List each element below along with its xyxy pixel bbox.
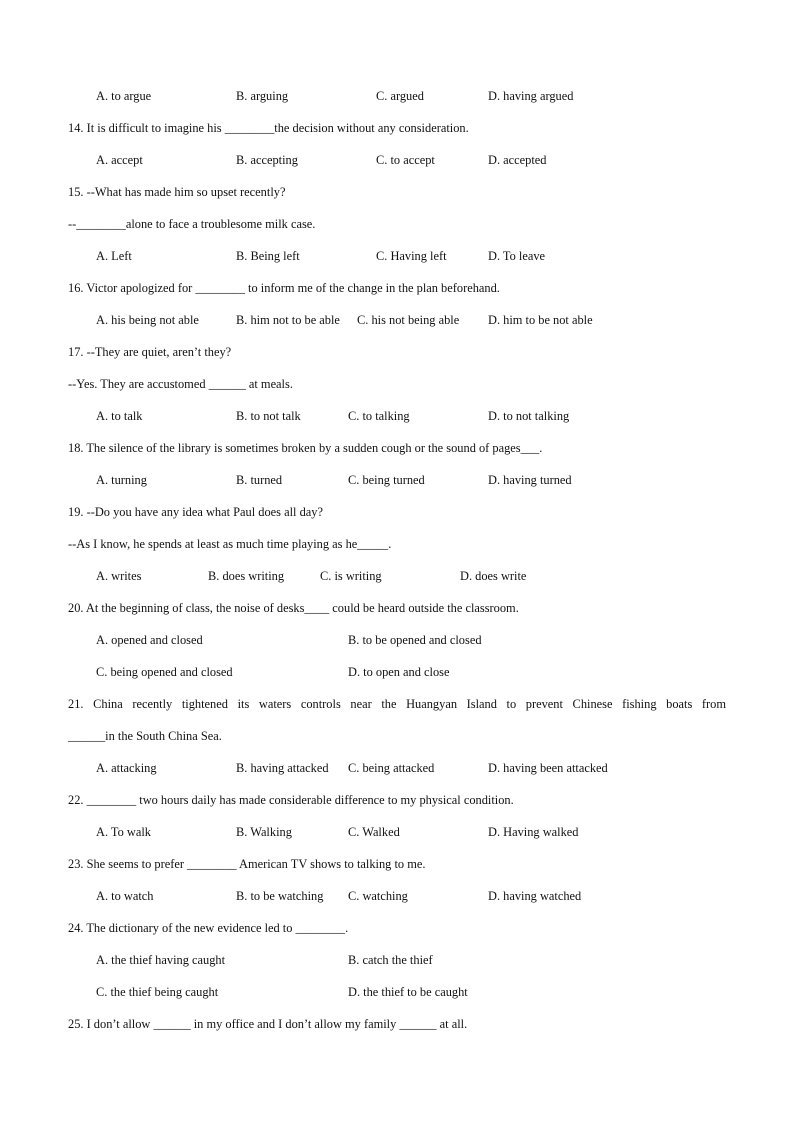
q16-option-a: A. his being not able — [96, 313, 199, 327]
q22-option-b: B. Walking — [236, 825, 292, 839]
q18-option-b: B. turned — [236, 473, 283, 487]
q20-option-b: B. to be opened and closed — [348, 633, 482, 647]
q14-option-d: D. accepted — [488, 153, 547, 167]
q19-option-c: C. is writing — [320, 569, 382, 583]
q20-option-c: C. being opened and closed — [96, 665, 233, 679]
q21-option-d: D. having been attacked — [488, 761, 608, 775]
q20-option-a: A. opened and closed — [96, 633, 203, 647]
q15-option-c: C. Having left — [376, 249, 447, 263]
q20-option-d: D. to open and close — [348, 665, 450, 679]
q14-option-b: B. accepting — [236, 153, 298, 167]
q13-option-b: B. arguing — [236, 89, 289, 103]
q15-stem: 15. --What has made him so upset recently? — [68, 185, 286, 199]
q19-option-b: B. does writing — [208, 569, 285, 583]
q25-stem: 25. I don’t allow ______ in my office and I don’t allow my family ______ at all. — [68, 1017, 468, 1031]
q15-option-d: D. To leave — [488, 249, 546, 263]
q16-option-c: C. his not being able — [357, 313, 460, 327]
q17-option-c: C. to talking — [348, 409, 410, 423]
q14-option-a: A. accept — [96, 153, 143, 167]
q19-option-a: A. writes — [96, 569, 142, 583]
q21-option-a: A. attacking — [96, 761, 157, 775]
q20-stem: 20. At the beginning of class, the noise of desks____ could be heard outside the classroom. — [68, 601, 519, 615]
q13-option-a: A. to argue — [96, 89, 152, 103]
q24-option-b: B. catch the thief — [348, 953, 433, 967]
q24-option-a: A. the thief having caught — [96, 953, 226, 967]
q16-stem: 16. Victor apologized for ________ to inform me of the change in the plan beforehand. — [68, 281, 500, 295]
q14-option-c: C. to accept — [376, 153, 435, 167]
q21-option-b: B. having attacked — [236, 761, 329, 775]
q22-option-d: D. Having walked — [488, 825, 579, 839]
q21-stem-line2: ______in the South China Sea. — [68, 729, 222, 743]
q24-stem: 24. The dictionary of the new evidence led to ________. — [68, 921, 349, 935]
q14-stem: 14. It is difficult to imagine his ________the decision without any consideration. — [68, 121, 469, 135]
q17-stem: 17. --They are quiet, aren’t they? — [68, 345, 232, 359]
q22-option-a: A. To walk — [96, 825, 152, 839]
q17-option-a: A. to talk — [96, 409, 143, 423]
q17-option-d: D. to not talking — [488, 409, 570, 423]
q21-option-c: C. being attacked — [348, 761, 435, 775]
q24-option-d: D. the thief to be caught — [348, 985, 468, 999]
q21-stem: 21. China recently tightened its waters controls near the Huangyan Island to prevent Chinese fishing boats from — [68, 697, 726, 711]
q18-option-d: D. having turned — [488, 473, 572, 487]
q15-option-b: B. Being left — [236, 249, 300, 263]
q17-option-b: B. to not talk — [236, 409, 301, 423]
q23-option-c: C. watching — [348, 889, 408, 903]
q18-option-a: A. turning — [96, 473, 147, 487]
q13-option-d: D. having argued — [488, 89, 574, 103]
q15-option-a: A. Left — [96, 249, 132, 263]
q24-option-c: C. the thief being caught — [96, 985, 219, 999]
q17-stem-line2: --Yes. They are accustomed ______ at meals. — [68, 377, 293, 391]
q23-option-a: A. to watch — [96, 889, 154, 903]
q16-option-b: B. him not to be able — [236, 313, 340, 327]
q19-option-d: D. does write — [460, 569, 527, 583]
q22-stem: 22. ________ two hours daily has made considerable difference to my physical condition. — [68, 793, 514, 807]
q15-stem-line2: --________alone to face a troublesome milk case. — [68, 217, 316, 231]
q18-option-c: C. being turned — [348, 473, 425, 487]
q16-option-d: D. him to be not able — [488, 313, 593, 327]
q22-option-c: C. Walked — [348, 825, 400, 839]
q23-option-b: B. to be watching — [236, 889, 324, 903]
q23-stem: 23. She seems to prefer ________ American TV shows to talking to me. — [68, 857, 426, 871]
q19-stem-line2: --As I know, he spends at least as much time playing as he_____. — [68, 537, 392, 551]
q19-stem: 19. --Do you have any idea what Paul does all day? — [68, 505, 323, 519]
q13-option-c: C. argued — [376, 89, 424, 103]
q18-stem: 18. The silence of the library is sometimes broken by a sudden cough or the sound of pages___. — [68, 441, 543, 455]
q23-option-d: D. having watched — [488, 889, 582, 903]
